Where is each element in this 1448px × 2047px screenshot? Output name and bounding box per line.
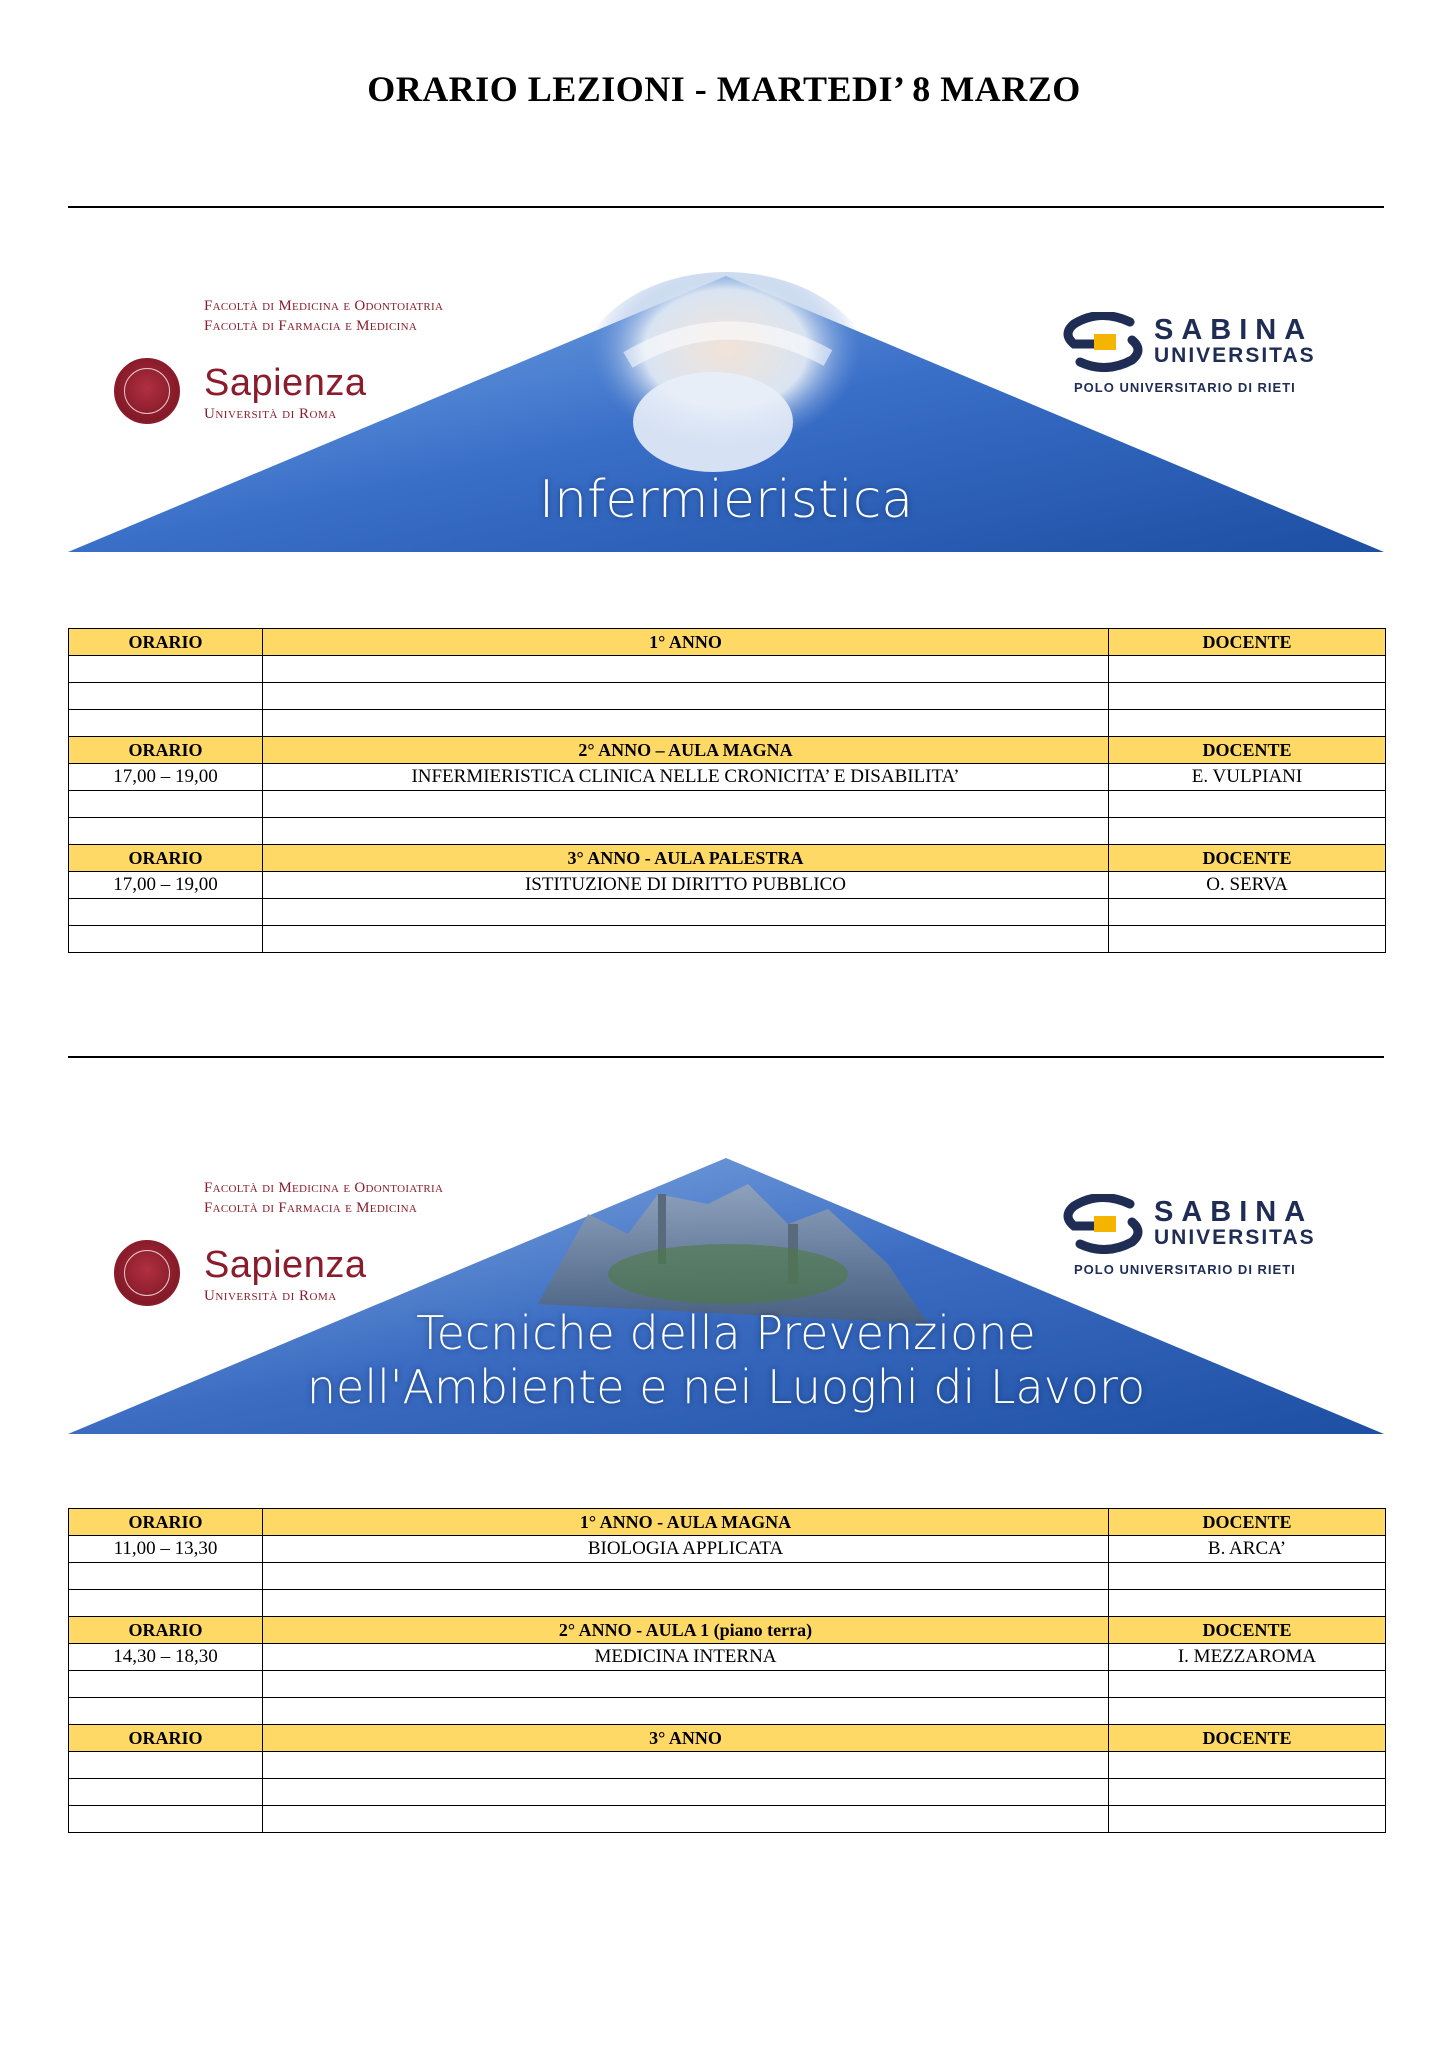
header-orario: ORARIO	[69, 1725, 263, 1752]
cell-corso: BIOLOGIA APPLICATA	[263, 1536, 1109, 1563]
table-row	[69, 1671, 1386, 1698]
sabina-mark-icon	[1060, 1194, 1146, 1254]
divider-top	[68, 206, 1384, 208]
header-anno: 2° ANNO – AULA MAGNA	[263, 737, 1109, 764]
cell-orario	[69, 1671, 263, 1698]
table-header-row	[69, 737, 1386, 764]
header-anno: 3° ANNO - AULA PALESTRA	[263, 845, 1109, 872]
schedule-table-tecniche-prevenzione	[68, 1508, 1386, 1833]
universitas-word: UNIVERSITAS	[1154, 1226, 1316, 1249]
sabina-logo	[1060, 312, 1360, 402]
cell-corso	[263, 1779, 1109, 1806]
cell-orario	[69, 899, 263, 926]
faculty-line-2: Facoltà di Farmacia e Medicina	[204, 318, 418, 334]
table-row	[69, 926, 1386, 953]
cell-corso	[263, 1698, 1109, 1725]
divider-middle	[68, 1056, 1384, 1058]
table-row	[69, 1563, 1386, 1590]
cell-orario	[69, 1779, 263, 1806]
sapienza-logo	[92, 290, 512, 420]
banner-tecniche-prevenzione	[68, 1154, 1384, 1444]
cell-corso	[263, 710, 1109, 737]
cell-corso	[263, 1563, 1109, 1590]
cell-docente	[1109, 656, 1386, 683]
cell-docente	[1109, 1779, 1386, 1806]
cell-docente: E. VULPIANI	[1109, 764, 1386, 791]
faculty-line-1: Facoltà di Medicina e Odontoiatria	[204, 298, 444, 314]
table-row	[69, 1806, 1386, 1833]
cell-docente	[1109, 818, 1386, 845]
banner-title-line-1: Tecniche della Prevenzione	[416, 1306, 1036, 1360]
cell-docente	[1109, 683, 1386, 710]
sabina-word: SABINA	[1154, 1196, 1314, 1228]
cell-orario	[69, 791, 263, 818]
universitas-word: UNIVERSITAS	[1154, 344, 1316, 367]
cell-orario: 11,00 – 13,30	[69, 1536, 263, 1563]
cell-orario	[69, 1563, 263, 1590]
header-anno: 2° ANNO - AULA 1 (piano terra)	[263, 1617, 1109, 1644]
header-orario: ORARIO	[69, 737, 263, 764]
table-header-row	[69, 1509, 1386, 1536]
cell-corso	[263, 899, 1109, 926]
table-header-row	[69, 1725, 1386, 1752]
cell-docente	[1109, 1590, 1386, 1617]
cell-corso	[263, 1671, 1109, 1698]
header-anno: 3° ANNO	[263, 1725, 1109, 1752]
cell-corso	[263, 656, 1109, 683]
sabina-word: SABINA	[1154, 314, 1314, 346]
cell-corso: MEDICINA INTERNA	[263, 1644, 1109, 1671]
table-row	[69, 872, 1386, 899]
header-orario: ORARIO	[69, 845, 263, 872]
cell-docente	[1109, 791, 1386, 818]
schedule-table-infermieristica	[68, 628, 1386, 953]
table-row	[69, 1752, 1386, 1779]
header-docente: DOCENTE	[1109, 845, 1386, 872]
table-row	[69, 899, 1386, 926]
cell-corso: ISTITUZIONE DI DIRITTO PUBBLICO	[263, 872, 1109, 899]
table-header-row	[69, 629, 1386, 656]
cell-docente: O. SERVA	[1109, 872, 1386, 899]
cell-docente	[1109, 899, 1386, 926]
cell-docente	[1109, 1563, 1386, 1590]
sapienza-name: Sapienza	[204, 1244, 367, 1286]
table-row	[69, 1590, 1386, 1617]
header-docente: DOCENTE	[1109, 737, 1386, 764]
table-row	[69, 764, 1386, 791]
cell-docente	[1109, 1671, 1386, 1698]
header-docente: DOCENTE	[1109, 1725, 1386, 1752]
banner-title: Infermieristica	[538, 470, 914, 530]
sabina-mark-icon	[1060, 312, 1146, 372]
cell-orario	[69, 683, 263, 710]
cell-orario	[69, 710, 263, 737]
cell-orario	[69, 1590, 263, 1617]
table-header-row	[69, 1617, 1386, 1644]
table-row	[69, 1536, 1386, 1563]
cell-corso: INFERMIERISTICA CLINICA NELLE CRONICITA’ E DISABILITA’	[263, 764, 1109, 791]
sabina-logo	[1060, 1194, 1360, 1284]
sapienza-logo	[92, 1172, 512, 1302]
sapienza-seal-icon	[114, 1240, 180, 1306]
cell-corso	[263, 1590, 1109, 1617]
cell-docente: B. ARCA’	[1109, 1536, 1386, 1563]
cell-orario	[69, 1806, 263, 1833]
cell-docente	[1109, 926, 1386, 953]
header-docente: DOCENTE	[1109, 1617, 1386, 1644]
sapienza-name: Sapienza	[204, 362, 367, 404]
table-row	[69, 791, 1386, 818]
table-header-row	[69, 845, 1386, 872]
header-anno: 1° ANNO - AULA MAGNA	[263, 1509, 1109, 1536]
sabina-sub: POLO UNIVERSITARIO DI RIETI	[1074, 380, 1296, 395]
cell-docente	[1109, 1806, 1386, 1833]
table-row	[69, 683, 1386, 710]
cell-orario	[69, 656, 263, 683]
cell-orario: 14,30 – 18,30	[69, 1644, 263, 1671]
sapienza-seal-icon	[114, 358, 180, 424]
cell-orario	[69, 926, 263, 953]
cell-corso	[263, 818, 1109, 845]
page-title: ORARIO LEZIONI - MARTEDI’ 8 MARZO	[367, 69, 1081, 109]
sapienza-sub: Università di Roma	[204, 406, 337, 422]
header-docente: DOCENTE	[1109, 1509, 1386, 1536]
header-orario: ORARIO	[69, 629, 263, 656]
table-row	[69, 656, 1386, 683]
cell-docente	[1109, 1698, 1386, 1725]
header-anno: 1° ANNO	[263, 629, 1109, 656]
cell-orario	[69, 1698, 263, 1725]
header-orario: ORARIO	[69, 1509, 263, 1536]
table-row	[69, 1779, 1386, 1806]
cell-docente	[1109, 710, 1386, 737]
table-row	[69, 818, 1386, 845]
cell-corso	[263, 1806, 1109, 1833]
cell-docente	[1109, 1752, 1386, 1779]
cell-docente: I. MEZZAROMA	[1109, 1644, 1386, 1671]
cell-orario	[69, 818, 263, 845]
cell-corso	[263, 1752, 1109, 1779]
sabina-sub: POLO UNIVERSITARIO DI RIETI	[1074, 1262, 1296, 1277]
cell-corso	[263, 683, 1109, 710]
table-row	[69, 710, 1386, 737]
faculty-line-2: Facoltà di Farmacia e Medicina	[204, 1200, 418, 1216]
sapienza-sub: Università di Roma	[204, 1288, 337, 1304]
banner-title-line-2: nell'Ambiente e nei Luoghi di Lavoro	[306, 1360, 1146, 1414]
cell-orario: 17,00 – 19,00	[69, 764, 263, 791]
faculty-line-1: Facoltà di Medicina e Odontoiatria	[204, 1180, 444, 1196]
banner-infermieristica	[68, 272, 1384, 562]
header-docente: DOCENTE	[1109, 629, 1386, 656]
cell-orario	[69, 1752, 263, 1779]
cell-corso	[263, 791, 1109, 818]
cell-corso	[263, 926, 1109, 953]
header-orario: ORARIO	[69, 1617, 263, 1644]
table-row	[69, 1644, 1386, 1671]
cell-orario: 17,00 – 19,00	[69, 872, 263, 899]
table-row	[69, 1698, 1386, 1725]
